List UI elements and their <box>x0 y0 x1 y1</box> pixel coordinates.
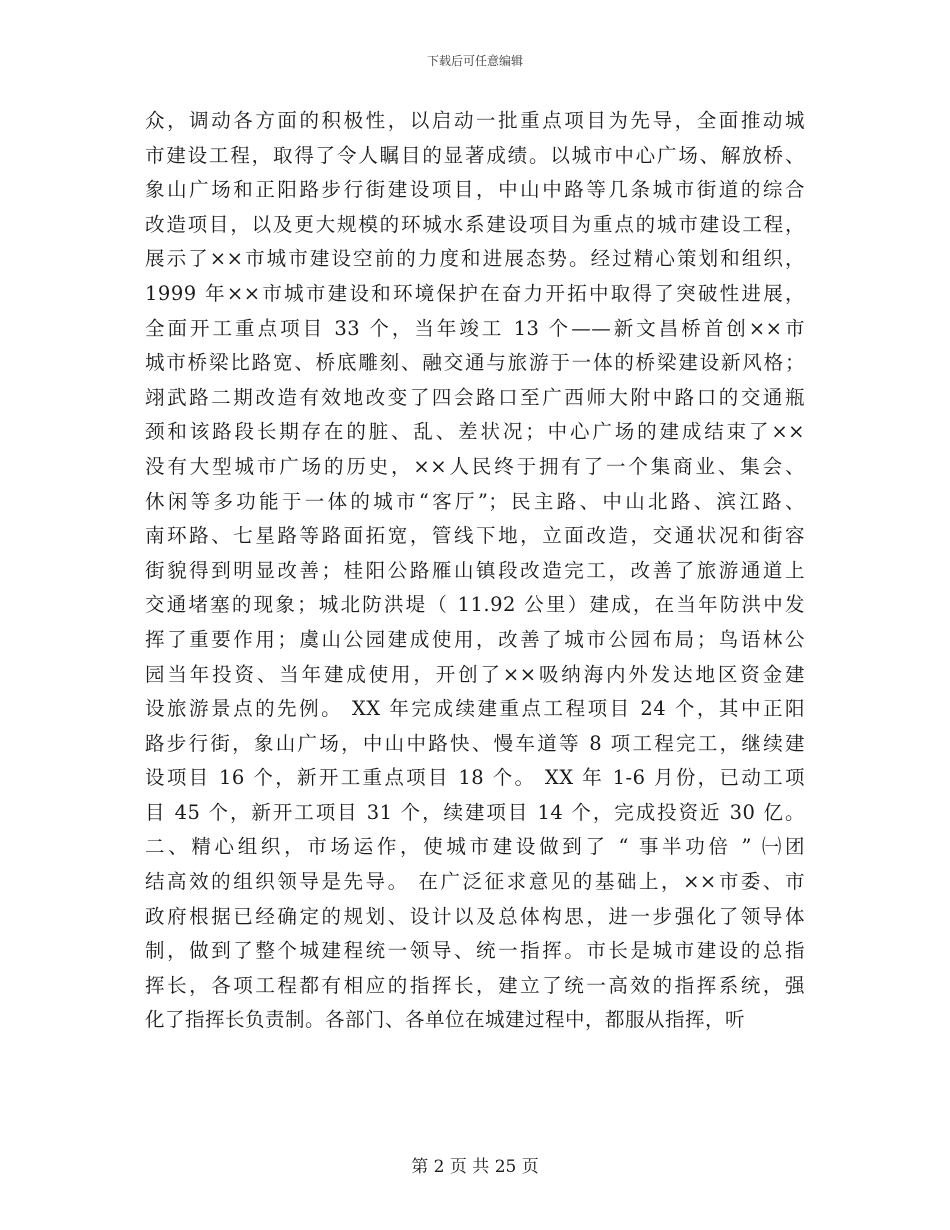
text-line: 化了指挥长负责制。各部门、各单位在城建过程中，都服从指挥，听 <box>145 1008 746 1032</box>
text-line: 颈和该路段长期存在的脏、乱、差状况；中心广场的建成结束了×× <box>145 420 805 444</box>
text-line: 南环路、七星路等路面拓宽，管线下地，立面改造，交通状况和街容 <box>145 524 805 548</box>
text-line: 展示了××市城市建设空前的力度和进展态势。经过精心策划和组织， <box>145 247 805 271</box>
text-line: 交通堵塞的现象；城北防洪堤（ 11.92 公里）建成，在当年防洪中发 <box>145 593 805 617</box>
text-line: 二、精心组织，市场运作，使城市建设做到了 “ 事半功倍 ” ㈠团 <box>145 835 805 859</box>
text-line: 改造项目，以及更大规模的环城水系建设项目为重点的城市建设工程， <box>145 212 805 236</box>
page-number: 第 2 页 共 25 页 <box>411 1157 539 1177</box>
text-line: 设项目 16 个，新开工重点项目 18 个。 XX 年 1-6 月份，已动工项 <box>145 766 805 790</box>
text-line: 全面开工重点项目 33 个，当年竣工 13 个——新文昌桥首创××市 <box>145 316 805 340</box>
text-line: 翊武路二期改造有效地改变了四会路口至广西师大附中路口的交通瓶 <box>145 385 805 409</box>
body-text <box>145 104 805 1038</box>
text-line: 路步行街，象山广场，中山中路快、慢车道等 8 项工程完工，继续建 <box>145 731 805 755</box>
text-line: 挥了重要作用；虞山公园建成使用，改善了城市公园布局；鸟语林公 <box>145 627 805 651</box>
text-line: 城市桥梁比路宽、桥底雕刻、融交通与旅游于一体的桥梁建设新风格； <box>145 351 805 375</box>
text-line: 结高效的组织领导是先导。 在广泛征求意见的基础上，××市委、市 <box>145 870 805 894</box>
text-line: 休闲等多功能于一体的城市“客厅”；民主路、中山北路、滨江路、 <box>145 489 805 513</box>
text-line: 挥长，各项工程都有相应的指挥长，建立了统一高效的指挥系统，强 <box>145 973 805 997</box>
text-line: 目 45 个，新开工项目 31 个，续建项目 14 个，完成投资近 30 亿。 <box>145 800 805 824</box>
text-line: 园当年投资、当年建成使用，开创了××吸纳海内外发达地区资金建 <box>145 662 805 686</box>
text-line: 制，做到了整个城建程统一领导、统一指挥。市长是城市建设的总指 <box>145 939 805 963</box>
text-line: 1999 年××市城市建设和环境保护在奋力开拓中取得了突破性进展， <box>145 281 805 305</box>
text-line: 街貌得到明显改善；桂阳公路雁山镇段改造完工，改善了旅游通道上 <box>145 558 805 582</box>
text-line: 政府根据已经确定的规划、设计以及总体构思，进一步强化了领导体 <box>145 904 805 928</box>
text-line: 象山广场和正阳路步行街建设项目，中山中路等几条城市街道的综合 <box>145 178 805 202</box>
page-header: 下载后可任意编辑 <box>426 54 523 68</box>
text-line: 设旅游景点的先例。 XX 年完成续建重点工程项目 24 个，其中正阳 <box>145 697 805 721</box>
text-line: 市建设工程，取得了令人瞩目的显著成绩。以城市中心广场、解放桥、 <box>145 143 805 167</box>
text-line: 没有大型城市广场的历史，××人民终于拥有了一个集商业、集会、 <box>145 454 805 478</box>
text-line: 众，调动各方面的积极性，以启动一批重点项目为先导，全面推动城 <box>145 109 805 132</box>
